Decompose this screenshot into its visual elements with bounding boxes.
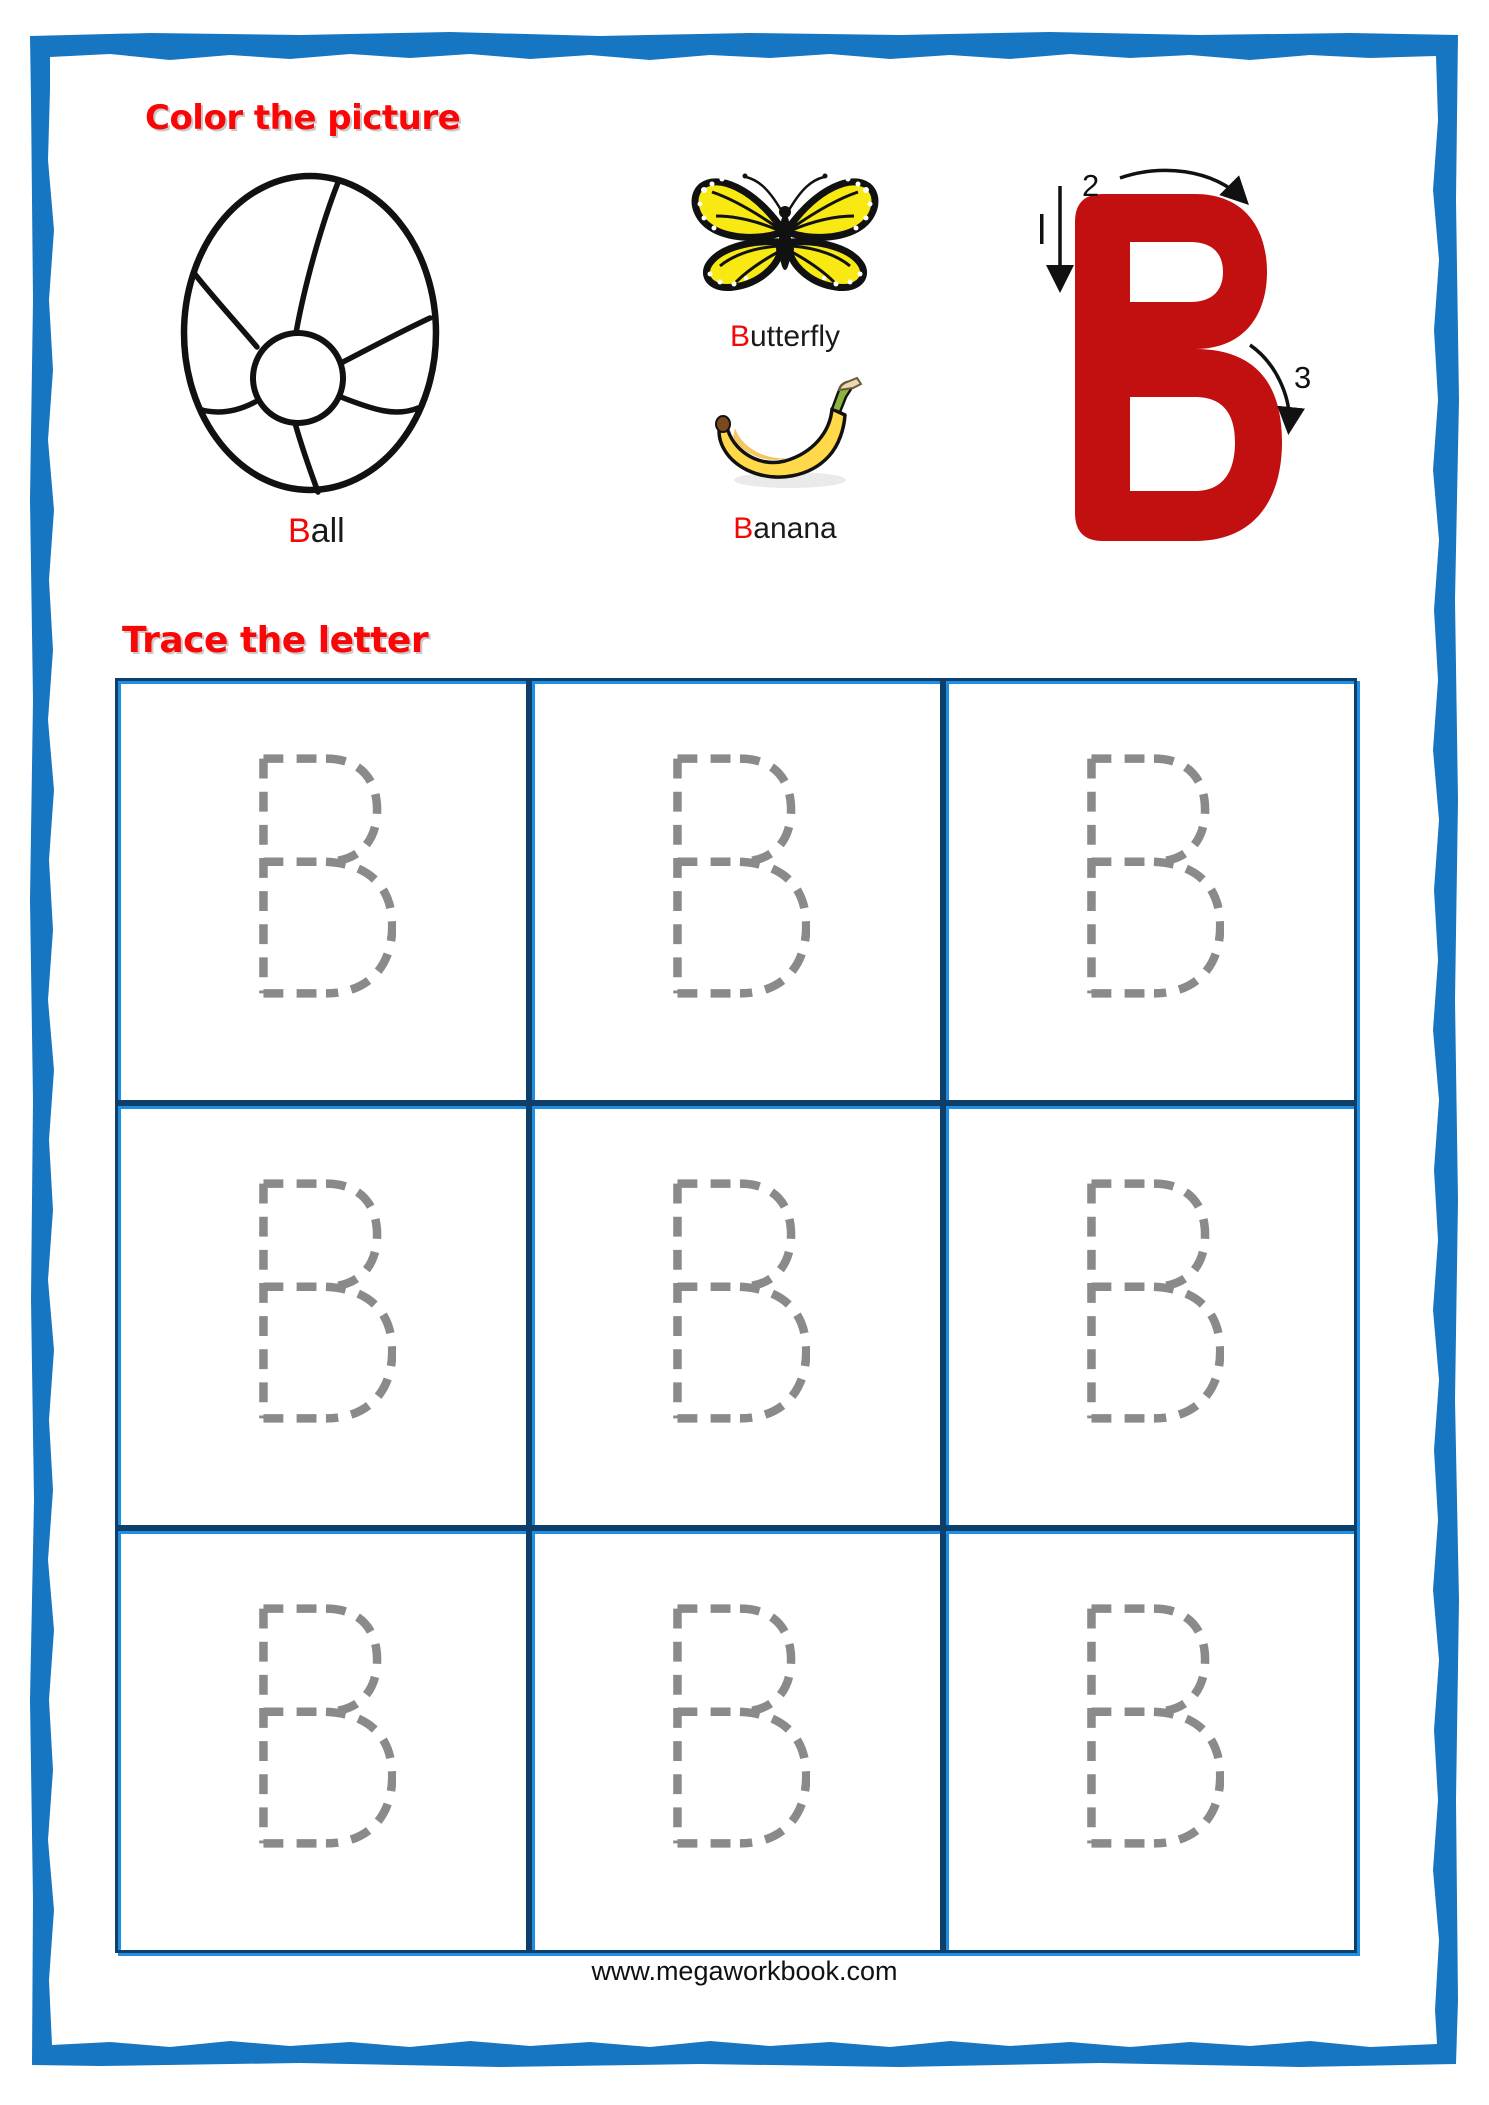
trace-cell[interactable]: [529, 1528, 943, 1953]
trace-the-letter-title: Trace the letter: [122, 620, 429, 661]
dashed-letter-b: [1082, 1597, 1224, 1855]
beach-ball-outline: [178, 170, 442, 500]
butterfly-label: [690, 320, 880, 354]
butterfly-label-rest: utterfly: [749, 320, 841, 353]
butterfly-label-initial: B: [729, 320, 750, 353]
trace-cell[interactable]: [943, 678, 1357, 1103]
step-2-numeral: 2: [1082, 168, 1100, 203]
trace-cell[interactable]: [943, 1103, 1357, 1528]
dashed-letter-b: [254, 747, 396, 1005]
trace-cell[interactable]: [529, 678, 943, 1103]
trace-cell[interactable]: [115, 1528, 529, 1953]
dashed-letter-b: [1082, 747, 1224, 1005]
butterfly-picture: [690, 166, 880, 298]
trace-cell[interactable]: [943, 1528, 1357, 1953]
trace-cell[interactable]: [115, 1103, 529, 1528]
trace-cell[interactable]: [115, 678, 529, 1103]
tracing-grid: [115, 678, 1357, 1953]
website-url: www.megaworkbook.com: [591, 1956, 898, 1986]
banana-picture: [705, 372, 870, 492]
banana-label: [690, 512, 880, 546]
dashed-letter-b: [254, 1597, 396, 1855]
dashed-letter-b: [668, 1597, 810, 1855]
letter-b-stroke-guide: [1020, 148, 1330, 568]
color-the-picture-title: Color the picture: [145, 98, 461, 138]
dashed-letter-b: [668, 747, 810, 1005]
ball-label: [288, 512, 345, 551]
step-1-numeral: [1040, 214, 1044, 244]
dashed-letter-b: [254, 1172, 396, 1430]
ball-label-rest: all: [310, 512, 345, 550]
dashed-letter-b: [668, 1172, 810, 1430]
big-letter-b: [1075, 194, 1282, 541]
banana-label-initial: B: [733, 512, 754, 545]
trace-cell[interactable]: [529, 1103, 943, 1528]
dashed-letter-b: [1082, 1172, 1224, 1430]
step-3-numeral: 3: [1294, 360, 1312, 395]
ball-label-initial: B: [288, 512, 311, 550]
banana-label-rest: anana: [753, 512, 837, 545]
